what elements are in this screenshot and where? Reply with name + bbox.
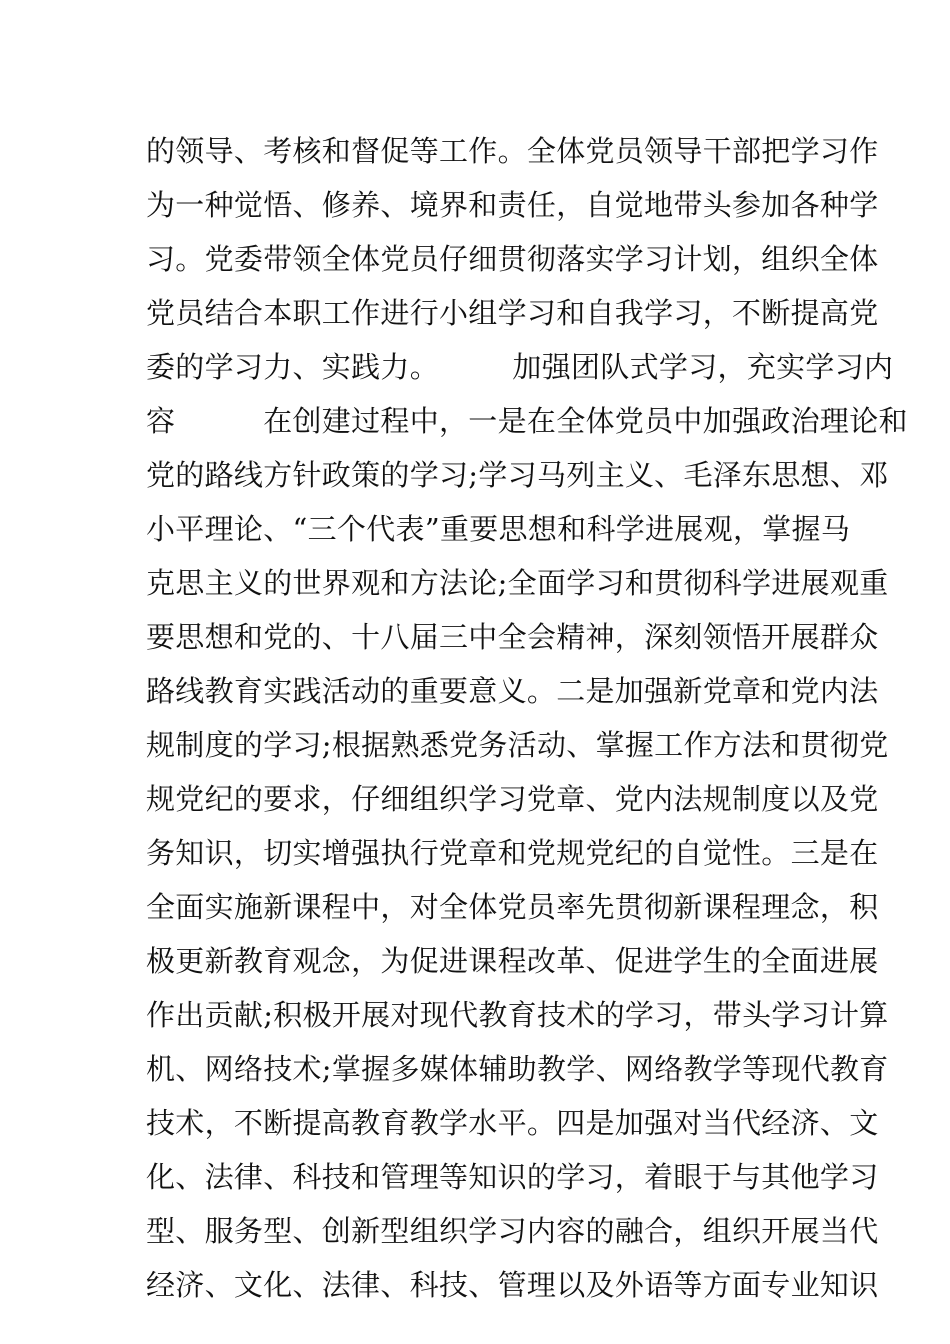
text-line: 委的学习力、实践力。 加强团队式学习，充实学习内 <box>146 350 894 384</box>
text-line: 规党纪的要求，仔细组织学习党章、党内法规制度以及党 <box>146 782 879 816</box>
text-line: 作出贡献;积极开展对现代教育技术的学习，带头学习计算 <box>146 998 889 1032</box>
text-line: 务知识，切实增强执行党章和党规党纪的自觉性。三是在 <box>146 836 879 870</box>
text-line: 习。党委带领全体党员仔细贯彻落实学习计划，组织全体 <box>146 242 879 276</box>
text-line: 党员结合本职工作进行小组学习和自我学习，不断提高党 <box>146 296 879 330</box>
text-line: 规制度的学习;根据熟悉党务活动、掌握工作方法和贯彻党 <box>146 728 889 762</box>
text-line: 党的路线方针政策的学习;学习马列主义、毛泽东思想、邓 <box>146 458 889 492</box>
text-line: 的领导、考核和督促等工作。全体党员领导干部把学习作 <box>146 134 879 168</box>
text-line: 容 在创建过程中，一是在全体党员中加强政治理论和 <box>146 404 908 438</box>
text-line: 型、服务型、创新型组织学习内容的融合，组织开展当代 <box>146 1214 879 1248</box>
text-line: 为一种觉悟、修养、境界和责任，自觉地带头参加各种学 <box>146 188 879 222</box>
text-line: 全面实施新课程中，对全体党员率先贯彻新课程理念，积 <box>146 890 879 924</box>
text-line: 经济、文化、法律、科技、管理以及外语等方面专业知识 <box>146 1268 879 1302</box>
text-line: 路线教育实践活动的重要意义。二是加强新党章和党内法 <box>146 674 879 708</box>
text-line: 极更新教育观念，为促进课程改革、促进学生的全面进展 <box>146 944 879 978</box>
text-line: 小平理论、“三个代表”重要思想和科学进展观，掌握马 <box>146 512 851 546</box>
body-text <box>146 124 908 1312</box>
text-line: 化、法律、科技和管理等知识的学习，着眼于与其他学习 <box>146 1160 879 1194</box>
text-line: 要思想和党的、十八届三中全会精神，深刻领悟开展群众 <box>146 620 879 654</box>
text-line: 技术，不断提高教育教学水平。四是加强对当代经济、文 <box>146 1106 879 1140</box>
text-line: 机、网络技术;掌握多媒体辅助教学、网络教学等现代教育 <box>146 1052 889 1086</box>
text-line: 克思主义的世界观和方法论;全面学习和贯彻科学进展观重 <box>146 566 889 600</box>
